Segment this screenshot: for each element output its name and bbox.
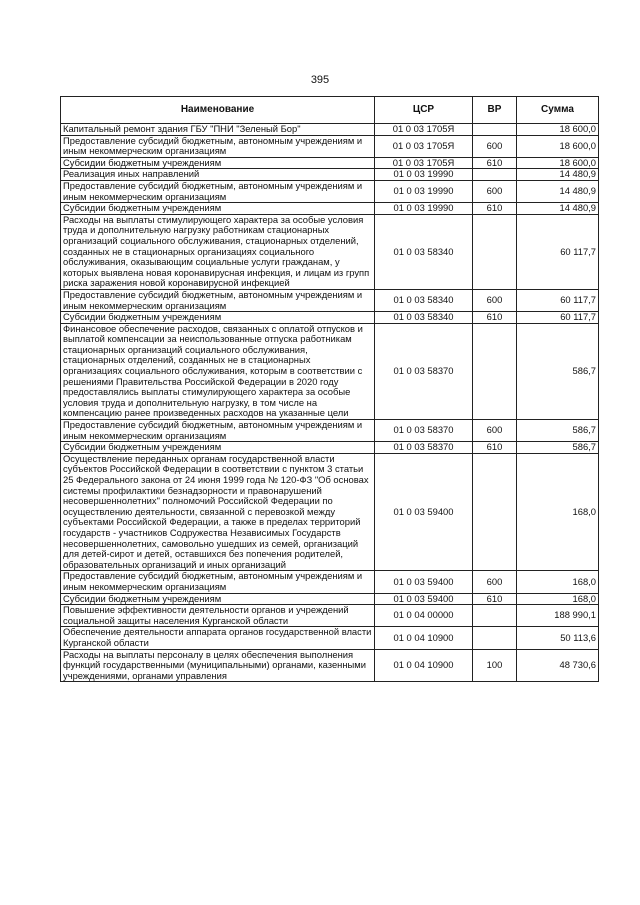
row-name: Субсидии бюджетным учреждениям [61,203,375,215]
row-name: Предоставление субсидий бюджетным, автономным учреждениям и иным некоммерческим организациям [61,289,375,311]
row-vr: 600 [473,571,517,593]
row-sum: 586,7 [517,442,599,454]
row-vr: 600 [473,420,517,442]
row-csr: 01 0 03 59400 [375,453,473,571]
table-row [61,289,599,311]
row-vr: 600 [473,135,517,157]
table-row [61,124,599,136]
row-sum: 50 113,6 [517,627,599,649]
row-name: Предоставление субсидий бюджетным, автономным учреждениям и иным некоммерческим организациям [61,180,375,202]
table-row [61,627,599,649]
table-row [61,169,599,181]
row-csr: 01 0 03 19990 [375,180,473,202]
header-csr: ЦСР [375,97,473,124]
row-name: Повышение эффективности деятельности органов и учреждений социальной защиты населения Курганской области [61,605,375,627]
table-row [61,214,599,289]
row-sum: 168,0 [517,453,599,571]
row-name: Предоставление субсидий бюджетным, автономным учреждениям и иным некоммерческим организациям [61,420,375,442]
row-sum: 188 990,1 [517,605,599,627]
row-sum: 14 480,9 [517,203,599,215]
row-csr: 01 0 03 58340 [375,312,473,324]
table-row [61,420,599,442]
page-number: 395 [310,74,330,86]
row-sum: 14 480,9 [517,169,599,181]
row-sum: 168,0 [517,571,599,593]
row-csr: 01 0 03 1705Я [375,135,473,157]
row-sum: 14 480,9 [517,180,599,202]
row-csr: 01 0 04 10900 [375,649,473,682]
table-row [61,135,599,157]
table-row [61,323,599,419]
row-name: Обеспечение деятельности аппарата органов государственной власти Курганской области [61,627,375,649]
row-sum: 18 600,0 [517,135,599,157]
row-name: Субсидии бюджетным учреждениям [61,312,375,324]
table-row [61,180,599,202]
table-row [61,157,599,169]
table-row [61,593,599,605]
table-header-row [61,97,599,124]
header-name: Наименование [61,97,375,124]
row-csr: 01 0 03 58340 [375,214,473,289]
row-name: Субсидии бюджетным учреждениям [61,157,375,169]
row-name: Предоставление субсидий бюджетным, автономным учреждениям и иным некоммерческим организациям [61,571,375,593]
row-vr: 610 [473,593,517,605]
row-vr: 610 [473,312,517,324]
table-row [61,453,599,571]
row-sum: 60 117,7 [517,312,599,324]
row-vr [473,169,517,181]
row-name: Осуществление переданных органам государственной власти субъектов Российской Федерации в соответствии с пунктом 3 статьи 25 Федерального закона от 24 июня 1999 года № 120-ФЗ "Об основах системы профилактики безнадзорности и правонарушений несовершеннолетних" полномочий Российской Федерации по осуществлению деятельности, связанной с перевозкой между субъектами Российской Федерации, а также в пределах территорий государств - участников Содружества Независимых Государств несовершеннолетних, самовольно ушедших из семей, организаций для детей-сирот и детей, оставшихся без попечения родителей, образовательных организаций и иных организаций [61,453,375,571]
row-vr [473,627,517,649]
row-vr: 610 [473,157,517,169]
row-sum: 168,0 [517,593,599,605]
row-csr: 01 0 04 10900 [375,627,473,649]
row-sum: 48 730,6 [517,649,599,682]
row-vr [473,605,517,627]
row-name: Субсидии бюджетным учреждениям [61,593,375,605]
row-name: Финансовое обеспечение расходов, связанных с оплатой отпусков и выплатой компенсации за неиспользованные отпуска работникам стационарных организаций социального обслуживания, стационарных отделений, созданных не в стационарных организациях социального обслуживания, которым в соответствии с решениями Правительства Российской Федерации в 2020 году предоставлялись выплаты стимулирующего характера за особые условия труда и дополнительную нагрузку, в том числе на компенсацию ранее произведенных расходов на указанные цели [61,323,375,419]
row-name: Расходы на выплаты стимулирующего характера за особые условия труда и дополнительную нагрузку работникам стационарных организаций социального обслуживания, стационарных отделений, созданных не в стационарных организациях социального обслуживания, оказывающим социальные услуги гражданам, у которых выявлена новая коронавирусная инфекция, и лицам из групп риска заражения новой коронавирусной инфекцией [61,214,375,289]
budget-table [60,96,599,682]
row-vr: 600 [473,289,517,311]
row-vr: 610 [473,442,517,454]
row-vr [473,214,517,289]
table-row [61,571,599,593]
row-name: Реализация иных направлений [61,169,375,181]
row-sum: 18 600,0 [517,124,599,136]
header-vr: ВР [473,97,517,124]
row-sum: 586,7 [517,420,599,442]
row-csr: 01 0 03 58370 [375,323,473,419]
row-csr: 01 0 03 58370 [375,420,473,442]
row-csr: 01 0 03 58370 [375,442,473,454]
row-name: Субсидии бюджетным учреждениям [61,442,375,454]
row-csr: 01 0 03 59400 [375,593,473,605]
row-csr: 01 0 03 59400 [375,571,473,593]
row-csr: 01 0 03 1705Я [375,124,473,136]
row-sum: 60 117,7 [517,214,599,289]
table-row [61,442,599,454]
row-name: Предоставление субсидий бюджетным, автономным учреждениям и иным некоммерческим организациям [61,135,375,157]
row-name: Капитальный ремонт здания ГБУ "ПНИ "Зеленый Бор" [61,124,375,136]
row-csr: 01 0 03 19990 [375,169,473,181]
row-csr: 01 0 03 58340 [375,289,473,311]
table-row [61,605,599,627]
row-vr: 100 [473,649,517,682]
row-vr [473,323,517,419]
row-sum: 60 117,7 [517,289,599,311]
row-vr [473,453,517,571]
row-csr: 01 0 04 00000 [375,605,473,627]
row-name: Расходы на выплаты персоналу в целях обеспечения выполнения функций государственными (муниципальными) органами, казенными учреждениями, органами управления [61,649,375,682]
table-row [61,203,599,215]
row-csr: 01 0 03 1705Я [375,157,473,169]
row-csr: 01 0 03 19990 [375,203,473,215]
header-sum: Сумма [517,97,599,124]
row-vr [473,124,517,136]
table-row [61,649,599,682]
row-vr: 610 [473,203,517,215]
row-sum: 18 600,0 [517,157,599,169]
row-vr: 600 [473,180,517,202]
table-row [61,312,599,324]
row-sum: 586,7 [517,323,599,419]
